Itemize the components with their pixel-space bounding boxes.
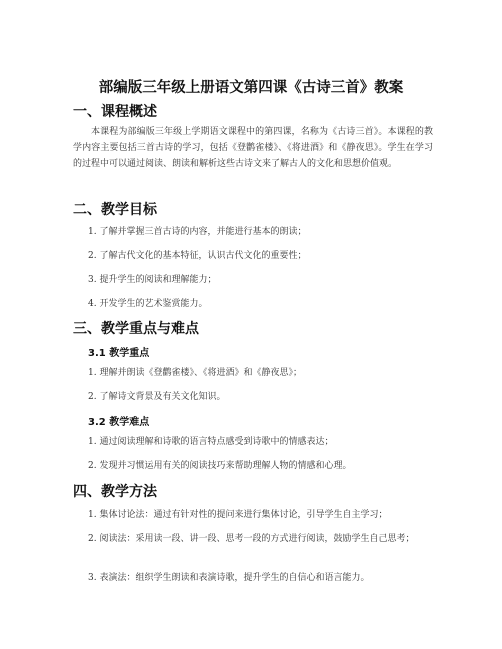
difficulty-item: 2. 发现并习惯运用有关的阅读技巧来帮助理解人物的情感和心理。: [88, 461, 352, 471]
subsection-heading-difficulty: 3.2 教学难点: [88, 417, 150, 428]
goal-item: 2. 了解古代文化的基本特征，认识古代文化的重要性；: [88, 251, 307, 261]
section-heading-goals: 二、教学目标: [73, 202, 157, 218]
goal-item: 3. 提升学生的阅读和理解能力；: [88, 275, 217, 285]
document-title: 部编版三年级上册语文第四课《古诗三首》教案: [98, 80, 404, 96]
method-item: 1. 集体讨论法：通过有针对性的提问来进行集体讨论，引导学生自主学习；: [88, 510, 388, 520]
section-heading-methods: 四、教学方法: [73, 484, 157, 500]
goal-item: 4. 开发学生的艺术鉴赏能力。: [88, 299, 208, 309]
method-item: 2. 阅读法：采用读一段、讲一段、思考一段的方式进行阅读，鼓励学生自己思考；: [88, 534, 415, 544]
focus-item: 2. 了解诗文背景及有关文化知识。: [88, 392, 226, 402]
subsection-heading-focus: 3.1 教学重点: [88, 348, 150, 359]
method-item: 3. 表演法：组织学生朗读和表演诗歌，提升学生的自信心和语言能力。: [88, 573, 370, 583]
focus-item: 1. 理解并朗读《登鹳雀楼》、《将进酒》和《静夜思》；: [88, 368, 302, 378]
section-heading-key-points: 三、教学重点与难点: [73, 321, 199, 337]
overview-paragraph: 本课程为部编版三年级上学期语文课程中的第四课，名称为《古诗三首》。本课程的教学内容主要包括三首古诗的学习，包括《登鹳雀楼》、《将进酒》和《静夜思》。学生在学习的过程中可以通过阅读、朗读和解析这些古诗文来了解古人的文化和思想价值观。: [73, 127, 433, 169]
goal-item: 1. 了解并掌握三首古诗的内容，并能进行基本的朗读；: [88, 227, 307, 237]
section-heading-overview: 一、课程概述: [73, 104, 157, 120]
difficulty-item: 1. 通过阅读理解和诗歌的语言特点感受到诗歌中的情感表达；: [88, 437, 334, 447]
